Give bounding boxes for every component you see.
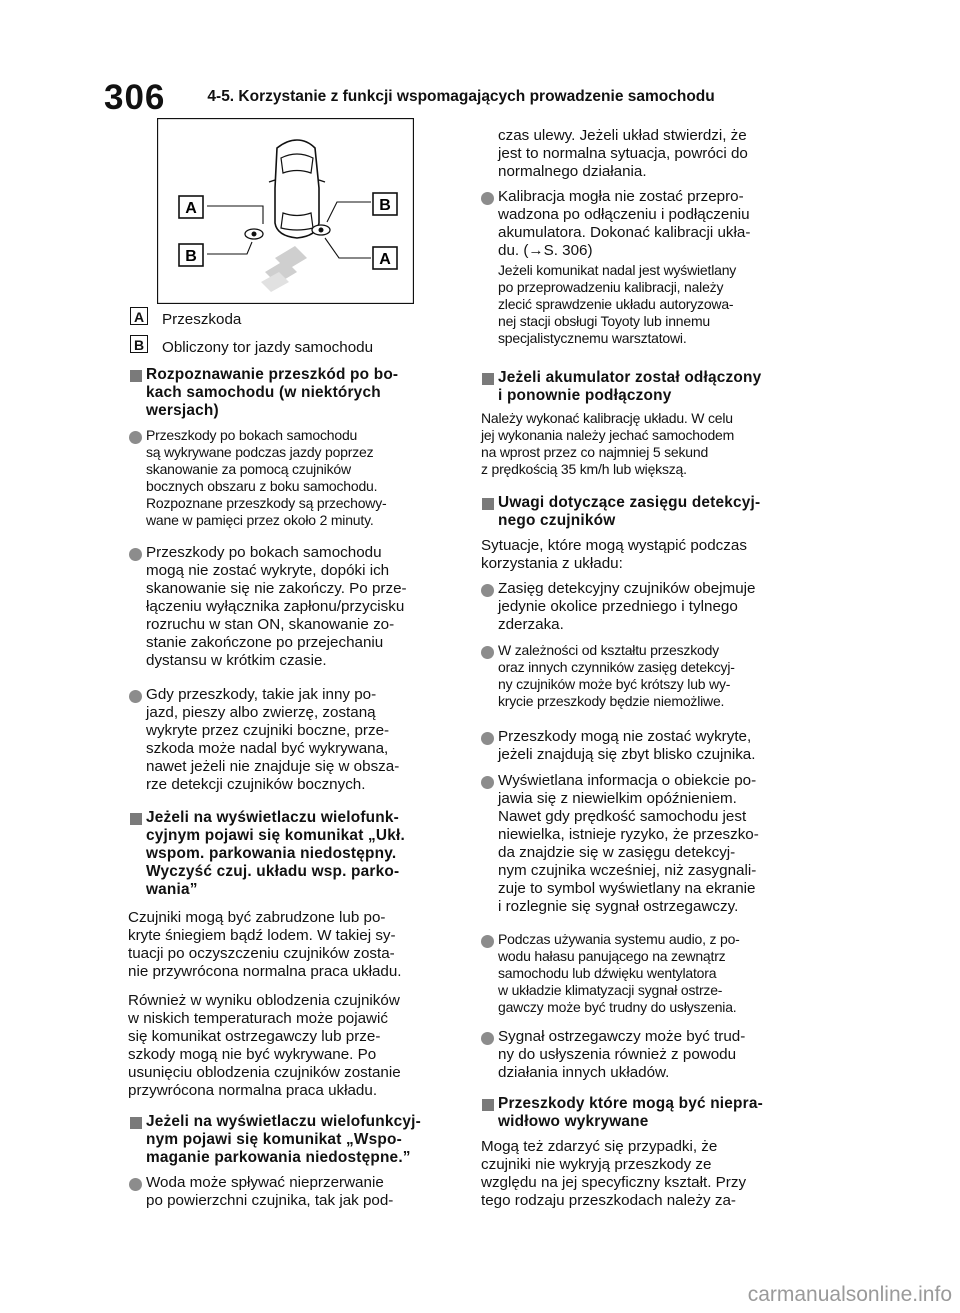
bullet	[481, 646, 494, 659]
bullet	[129, 1178, 142, 1191]
legend-text-b: Obliczony tor jazdy samochodu	[162, 339, 374, 356]
figure-label-b2: B	[185, 248, 197, 265]
text-delay: Wyświetlana informacja o obiekcie po- jawia się z niewielkim opóźnieniem. Nawet gdy prędkość samochodu jest niewielka, istnieje ryzyko, że przeszko- da znajdzie się w zasięgu detekcyj- nym czujnika wcześniej, niż zasygnali- zuje to symbol wyświetlany na ekranie i rozlegnie się sygnał ostrzegawczy.	[498, 772, 759, 915]
bullet	[129, 548, 142, 561]
text-side-detection-1: Przeszkody po bokach samochodu są wykrywane podczas jazdy poprzez skanowanie za pomocą czujników bocznych obszaru z boku samochodu. Rozpoznane przeszkody są przechowy- wane w pamięci przez około 2 minuty.	[146, 427, 387, 528]
bullet	[481, 1032, 494, 1045]
heading-misdetected: Przeszkody które mogą być niepra- widłowo wykrywane	[498, 1095, 763, 1130]
legend-text-a: Przeszkoda	[162, 311, 242, 328]
heading-marker	[482, 373, 494, 385]
text-side-detection-3: Gdy przeszkody, takie jak inny po- jazd, pieszy albo zwierzę, zostaną wykryte przez czujniki boczne, prze- szkoda może nadal być wykrywana, nawet jeżeli nie znajduje się w obsza- rze detekcji czujników bocznych.	[146, 686, 400, 793]
car-diagram	[157, 118, 414, 304]
text-dirty-sensors: Czujniki mogą być zabrudzone lub po- kryte śniegiem bądź lodem. W takiej sy- tuacji po oczyszczeniu czujników zosta- nie przywrócona normalna praca układu.	[128, 909, 402, 980]
heading-assist-unavailable: Jeżeli na wyświetlaczu wielofunkcyj- nym pojawi się komunikat „Wspo- maganie parkowania niedostępne.”	[146, 1113, 421, 1166]
text-audio-noise: Podczas używania systemu audio, z po- wodu hałasu panującego na zewnątrz samochodu lub dźwięku wentylatora w układzie klimatyzacji sygnał ostrze- gawczy może być trudny do usłyszenia.	[498, 931, 740, 1015]
heading-clean-sensors: Jeżeli na wyświetlaczu wielofunk- cyjnym pojawi się komunikat „Ukł. wspom. parkowania niedostępny. Wyczyść czuj. układu wsp. parko- wania”	[146, 809, 405, 898]
text-side-detection-2: Przeszkody po bokach samochodu mogą nie zostać wykryte, dopóki ich skanowanie się nie zakończy. Po prze- łączeniu wyłącznika zapłonu/przycisku rozruchu w stan ON, skanowanie zo- stanie zakończone po przejechaniu dystansu w krótkim czasie.	[146, 544, 407, 669]
figure-label-a1: A	[185, 200, 197, 217]
text-special-shapes: Mogą też zdarzyć się przypadki, że czujniki nie wykryją przeszkody ze względu na jej specyficzny kształt. Przy tego rodzaju przeszkodach należy za-	[481, 1138, 747, 1209]
text-battery-calibration: Należy wykonać kalibrację układu. W celu jej wykonania należy jechać samochodem na wprost przez co najmniej 5 sekund z prędkością 35 km/h lub większą.	[481, 410, 735, 477]
heading-marker	[482, 498, 494, 510]
bullet	[481, 776, 494, 789]
legend-key-a: A	[130, 307, 148, 325]
heading-marker	[130, 813, 142, 825]
bullet	[481, 935, 494, 948]
page-header	[104, 78, 715, 118]
figure-label-a2: A	[379, 251, 391, 268]
bullet	[129, 431, 142, 444]
text-situations: Sytuacje, które mogą wystąpić podczas korzystania z układu:	[481, 537, 747, 572]
watermark: carmanualsonline.info	[747, 1283, 952, 1306]
text-water-flow: Woda może spływać nieprzerwanie po powierzchni czujnika, tak jak pod-	[146, 1174, 394, 1209]
text-calibration: Kalibracja mogła nie zostać przepro- wadzona po odłączeniu i podłączeniu akumulatora. Dokonać kalibracji ukła- du. (→S. 306)	[498, 188, 751, 259]
heading-battery: Jeżeli akumulator został odłączony i ponownie podłączony	[498, 369, 762, 404]
text-calibration-service: Jeżeli komunikat nadal jest wyświetlany po przeprowadzeniu kalibracji, należy zlecić sprawdzenie układu autoryzowa- nej stacji obsługi Toyoty lub innemu specjalistycznemu warsztatowi.	[498, 262, 737, 346]
heading-marker	[130, 370, 142, 382]
bullet	[129, 690, 142, 703]
bullet	[481, 584, 494, 597]
figure-label-b1: B	[379, 197, 391, 214]
heading-marker	[130, 1117, 142, 1129]
bullet	[481, 192, 494, 205]
bullet	[481, 732, 494, 745]
text-range-bumpers: Zasięg detekcyjny czujników obejmuje jedynie okolice przedniego i tylnego zderzaka.	[498, 580, 756, 633]
section-title: 4-5. Korzystanie z funkcji wspomagających prowadzenie samochodu	[207, 88, 715, 105]
text-water-continued: czas ulewy. Jeżeli układ stwierdzi, że jest to normalna sytuacja, powróci do normalnego działania.	[498, 127, 748, 180]
text-other-systems: Sygnał ostrzegawczy może być trud- ny do usłyszenia również z powodu działania innych układów.	[498, 1028, 746, 1081]
legend-key-b: B	[130, 335, 148, 353]
text-icing-sensors: Również w wyniku oblodzenia czujników w niskich temperaturach może pojawić się komunikat ostrzegawczy lub prze- szkody mogą nie być wykrywane. Po usunięciu oblodzenia czujników zostanie przywrócona normalna praca układu.	[128, 992, 401, 1099]
page-number: 306	[104, 78, 166, 117]
heading-marker	[482, 1099, 494, 1111]
heading-detection-range: Uwagi dotyczące zasięgu detekcyj- nego czujników	[498, 494, 761, 529]
heading-side-detection: Rozpoznawanie przeszkód po bo- kach samochodu (w niektórych wersjach)	[146, 366, 399, 419]
text-too-close: Przeszkody mogą nie zostać wykryte, jeżeli znajdują się zbyt blisko czujnika.	[498, 728, 756, 763]
text-range-shape: W zależności od kształtu przeszkody oraz innych czynników zasięg detekcyj- ny czujników może być krótszy lub wy- krycie przeszkody będzie niemożliwe.	[498, 642, 735, 709]
